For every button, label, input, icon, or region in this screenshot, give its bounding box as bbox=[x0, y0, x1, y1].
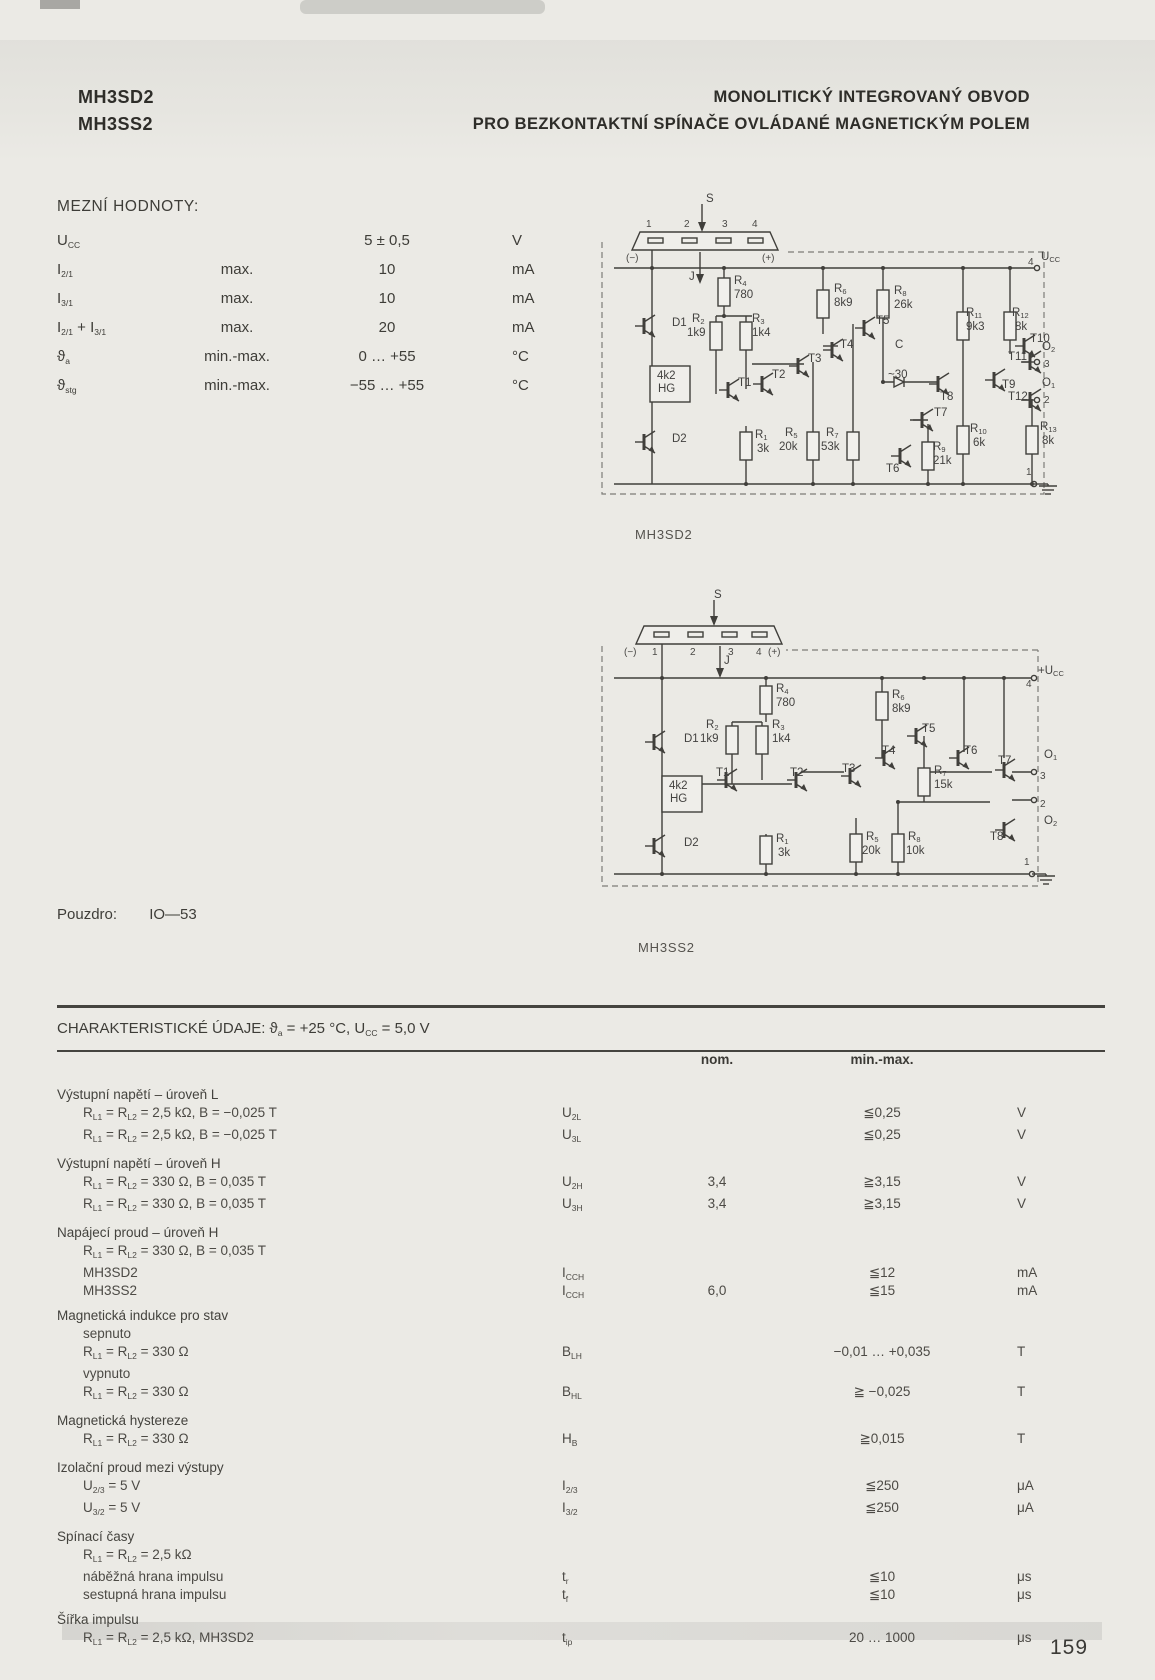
characteristics-row bbox=[57, 1173, 1105, 1195]
diode-d2-label: D2 bbox=[684, 837, 699, 849]
resistor-r8-value-label: 10k bbox=[906, 845, 925, 857]
sensor-input-s-label: S bbox=[706, 193, 714, 205]
parameter-description: $U_{2/3} = 5$ V bbox=[83, 1478, 141, 1495]
characteristics-group-row bbox=[57, 1611, 1105, 1629]
transistor-t3-label: T3 bbox=[842, 763, 856, 775]
limit-symbol: $I_{2/1} + I_{3/1}$ bbox=[57, 319, 107, 337]
transistor-t11-label: T11 bbox=[1008, 351, 1027, 363]
supply-pin-4-label: 4 bbox=[1028, 257, 1034, 268]
resistor-r9-label: $R_9$ bbox=[933, 441, 946, 454]
parameter-unit: mA bbox=[1017, 1265, 1038, 1280]
parameter-symbol: $U_{3L}$ bbox=[562, 1127, 582, 1144]
parameter-symbol: $t_f$ bbox=[562, 1587, 569, 1604]
diode-d2-label: D2 bbox=[672, 433, 687, 445]
capacitor-c-label: C bbox=[895, 339, 904, 351]
parameter-minmax-value: −0,01 … +0,035 bbox=[833, 1344, 931, 1359]
output-o2-label: $O_2$ bbox=[1044, 815, 1058, 828]
resistor-r4-value-label: 780 bbox=[776, 697, 796, 709]
page-number: 159 bbox=[1050, 1636, 1089, 1659]
parameter-description: $R_{L1} = R_{L2} = 2,5$ kΩ, B = −0,025 T bbox=[83, 1105, 277, 1122]
pin-1-label: 1 bbox=[646, 219, 652, 230]
characteristics-table bbox=[57, 1086, 1105, 1651]
characteristics-column-headers bbox=[57, 1052, 1105, 1079]
output-pin-2-label: 2 bbox=[1040, 799, 1046, 810]
transistor-t2-label: T2 bbox=[790, 767, 804, 779]
package-note bbox=[57, 906, 197, 923]
parameter-minmax-value: 20 … 1000 bbox=[848, 1630, 916, 1645]
parameter-nom-value: 3,4 bbox=[707, 1196, 727, 1211]
parameter-description: Šířka impulsu bbox=[57, 1612, 139, 1627]
characteristics-title: CHARAKTERISTICKÉ ÚDAJE: $ϑ_a = +25$ °C, $U_{CC} = 5,0$ V bbox=[57, 1020, 430, 1038]
supply-ucc-label: $+U_{CC}$ bbox=[1038, 665, 1064, 678]
parameter-description: MH3SS2 bbox=[83, 1283, 138, 1298]
resistor-r9-value-label: 21k bbox=[933, 455, 952, 467]
parameter-unit: μs bbox=[1017, 1569, 1032, 1584]
characteristics-row bbox=[57, 1126, 1105, 1148]
characteristics-group-row bbox=[57, 1224, 1105, 1242]
part-number-1: MH3SD2 bbox=[78, 87, 155, 107]
resistor-r2-value-label: 1k9 bbox=[687, 327, 706, 339]
parameter-minmax-value: ≧3,15 bbox=[863, 1196, 901, 1211]
limit-symbol: $U_{CC}$ bbox=[57, 232, 81, 250]
resistor-r12-value-label: 8k bbox=[1015, 321, 1028, 333]
parameter-minmax-value: ≦0,25 bbox=[863, 1127, 901, 1142]
pin-4-label: 4 bbox=[756, 647, 762, 658]
characteristics-row bbox=[57, 1586, 1105, 1604]
limits-row bbox=[57, 377, 587, 406]
resistor-r8-label: $R_8$ bbox=[908, 831, 921, 844]
resistor-r1-value-label: 3k bbox=[778, 847, 791, 859]
transistor-t9-label: T9 bbox=[1002, 379, 1016, 391]
resistor-r5-label: $R_5$ bbox=[866, 831, 879, 844]
resistor-r4-label: $R_4$ bbox=[776, 683, 789, 696]
ground-pin-1-label: 1 bbox=[1024, 857, 1030, 868]
parameter-description: Spínací časy bbox=[57, 1529, 135, 1544]
limit-value: −55 … +55 bbox=[349, 377, 425, 394]
characteristics-row bbox=[57, 1383, 1105, 1405]
hall-generator-name-label: HG bbox=[670, 793, 688, 805]
polarity-minus-label: (−) bbox=[626, 253, 639, 264]
parameter-symbol: $I_{3/2}$ bbox=[562, 1500, 578, 1517]
parameter-minmax-value: ≦0,25 bbox=[863, 1105, 901, 1120]
parameter-minmax-value: ≧3,15 bbox=[863, 1174, 901, 1189]
characteristics-group-row bbox=[57, 1086, 1105, 1104]
parameter-description: MH3SD2 bbox=[83, 1265, 138, 1280]
limit-condition: max. bbox=[220, 290, 254, 307]
capacitor-c-value-label: ~30 bbox=[888, 369, 908, 381]
limit-condition: min.-max. bbox=[204, 348, 270, 365]
characteristics-row bbox=[57, 1477, 1105, 1499]
output-pin-2-label: 2 bbox=[1044, 395, 1050, 406]
parameter-minmax-value: ≦250 bbox=[865, 1500, 899, 1515]
resistor-r2-value-label: 1k9 bbox=[700, 733, 719, 745]
parameter-symbol: $B_{LH}$ bbox=[562, 1344, 582, 1361]
characteristics-row bbox=[57, 1365, 1105, 1383]
column-header-minmax: min.-max. bbox=[850, 1052, 914, 1067]
output-o2-label: $O_2$ bbox=[1042, 341, 1056, 354]
characteristics-row bbox=[57, 1343, 1105, 1365]
transistor-t8-label: T8 bbox=[990, 831, 1004, 843]
transistor-t10-label: T10 bbox=[1030, 333, 1050, 345]
resistor-r2-label: $R_2$ bbox=[692, 313, 705, 326]
parameter-description: sepnuto bbox=[83, 1326, 132, 1341]
characteristics-row bbox=[57, 1629, 1105, 1651]
parameter-symbol: $U_{3H}$ bbox=[562, 1196, 583, 1213]
parameter-description: $R_{L1} = R_{L2} = 330$ Ω bbox=[83, 1344, 189, 1361]
hall-generator-name-label: HG bbox=[658, 383, 676, 395]
transistor-t6-label: T6 bbox=[886, 463, 900, 475]
parameter-symbol: $I_{CCH}$ bbox=[562, 1265, 585, 1282]
parameter-description: $R_{L1} = R_{L2} = 330$ Ω, B = 0,035 T bbox=[83, 1243, 267, 1260]
resistor-r5-value-label: 20k bbox=[779, 441, 798, 453]
parameter-description: $R_{L1} = R_{L2} = 2,5$ kΩ bbox=[83, 1547, 192, 1564]
characteristics-row bbox=[57, 1546, 1105, 1568]
resistor-r13-value-label: 8k bbox=[1042, 435, 1055, 447]
transistor-t4-label: T4 bbox=[882, 745, 896, 757]
resistor-r6-value-label: 8k9 bbox=[834, 297, 853, 309]
characteristics-group-row bbox=[57, 1459, 1105, 1477]
characteristics-row bbox=[57, 1242, 1105, 1264]
polarity-plus-label: (+) bbox=[762, 253, 775, 264]
limit-value: 10 bbox=[378, 290, 396, 307]
parameter-description: Napájecí proud – úroveň H bbox=[57, 1225, 219, 1240]
parameter-minmax-value: ≦10 bbox=[868, 1569, 896, 1584]
polarity-minus-label: (−) bbox=[624, 647, 637, 658]
characteristics-group-row bbox=[57, 1155, 1105, 1173]
parameter-unit: μA bbox=[1017, 1478, 1034, 1493]
transistor-t5-label: T5 bbox=[876, 315, 890, 327]
pin-4-label: 4 bbox=[752, 219, 758, 230]
limits-row bbox=[57, 261, 587, 290]
title-line-2: PRO BEZKONTAKTNÍ SPÍNAČE OVLÁDANÉ MAGNETICKÝM POLEM bbox=[472, 115, 1030, 133]
parameter-description: $U_{3/2} = 5$ V bbox=[83, 1500, 141, 1517]
parameter-description: Magnetická hystereze bbox=[57, 1413, 189, 1428]
parameter-minmax-value: ≦10 bbox=[868, 1587, 896, 1602]
limit-symbol: $I_{2/1}$ bbox=[57, 261, 73, 279]
limits-row bbox=[57, 290, 587, 319]
parameter-description: $R_{L1} = R_{L2} = 2,5$ kΩ, B = −0,025 T bbox=[83, 1127, 277, 1144]
resistor-r1-label: $R_1$ bbox=[755, 429, 768, 442]
limit-value: 0 … +55 bbox=[358, 348, 416, 365]
polarity-plus-label: (+) bbox=[768, 647, 781, 658]
part-numbers bbox=[78, 84, 154, 138]
parameter-description: vypnuto bbox=[83, 1366, 131, 1381]
limit-unit: mA bbox=[512, 261, 535, 278]
characteristics-group-row bbox=[57, 1528, 1105, 1546]
resistor-r13-label: $R_{13}$ bbox=[1040, 421, 1057, 434]
resistor-r10-label: $R_{10}$ bbox=[970, 423, 987, 436]
limits-title: MEZNÍ HODNOTY: bbox=[57, 198, 199, 215]
parameter-unit: μs bbox=[1017, 1630, 1032, 1645]
transistor-t6-label: T6 bbox=[964, 745, 978, 757]
resistor-r3-label: $R_3$ bbox=[772, 719, 785, 732]
parameter-unit: μs bbox=[1017, 1587, 1032, 1602]
resistor-r2-label: $R_2$ bbox=[706, 719, 719, 732]
limit-value: 10 bbox=[378, 261, 396, 278]
pin-2-label: 2 bbox=[690, 647, 696, 658]
schematic-caption-mh3sd2: MH3SD2 bbox=[635, 527, 693, 542]
parameter-minmax-value: ≦15 bbox=[868, 1283, 896, 1298]
transistor-t2-label: T2 bbox=[772, 369, 786, 381]
characteristics-row bbox=[57, 1104, 1105, 1126]
characteristics-group-row bbox=[57, 1412, 1105, 1430]
column-header-nom: nom. bbox=[700, 1052, 734, 1067]
parameter-description: $R_{L1} = R_{L2} = 330$ Ω bbox=[83, 1384, 189, 1401]
resistor-r6-label: $R_6$ bbox=[892, 689, 905, 702]
pin-3-label: 3 bbox=[722, 219, 728, 230]
resistor-r4-label: $R_4$ bbox=[734, 275, 747, 288]
resistor-r6-value-label: 8k9 bbox=[892, 703, 911, 715]
transistor-t12-label: T12 bbox=[1008, 391, 1028, 403]
parameter-unit: V bbox=[1017, 1127, 1027, 1142]
sensor-input-s-label: S bbox=[714, 589, 722, 601]
limit-unit: mA bbox=[512, 319, 535, 336]
pin-3-label: 3 bbox=[728, 647, 734, 658]
resistor-r1-label: $R_1$ bbox=[776, 833, 789, 846]
package-note-label: Pouzdro: bbox=[57, 906, 118, 923]
characteristics-row bbox=[57, 1282, 1105, 1300]
characteristics-group-row bbox=[57, 1307, 1105, 1325]
resistor-r1-value-label: 3k bbox=[757, 443, 770, 455]
parameter-unit: mA bbox=[1017, 1283, 1038, 1298]
resistor-r7-value-label: 53k bbox=[821, 441, 840, 453]
resistor-r7-value-label: 15k bbox=[934, 779, 953, 791]
parameter-nom-value: 6,0 bbox=[707, 1283, 727, 1298]
transistor-t1-label: T1 bbox=[716, 767, 730, 779]
limit-condition: max. bbox=[220, 261, 254, 278]
characteristics-row bbox=[57, 1568, 1105, 1586]
schematic-mh3sd2-drawing bbox=[592, 194, 1066, 512]
parameter-unit: T bbox=[1017, 1384, 1026, 1399]
parameter-symbol: $U_{2L}$ bbox=[562, 1105, 582, 1122]
resistor-r12-label: $R_{12}$ bbox=[1012, 307, 1029, 320]
parameter-symbol: $U_{2H}$ bbox=[562, 1174, 583, 1191]
resistor-r3-value-label: 1k4 bbox=[772, 733, 791, 745]
parameter-minmax-value: ≧0,015 bbox=[859, 1431, 905, 1446]
pin-1-label: 1 bbox=[652, 647, 658, 658]
parameter-symbol: $B_{HL}$ bbox=[562, 1384, 582, 1401]
document-title bbox=[330, 84, 1030, 138]
characteristics-row bbox=[57, 1499, 1105, 1521]
parameter-unit: T bbox=[1017, 1344, 1026, 1359]
resistor-r7-label: $R_7$ bbox=[934, 765, 947, 778]
characteristics-row bbox=[57, 1195, 1105, 1217]
supply-pin-4-label: 4 bbox=[1026, 679, 1032, 690]
divider-rule bbox=[57, 1005, 1105, 1008]
resistor-r8-value-label: 26k bbox=[894, 299, 913, 311]
limit-unit: °C bbox=[512, 377, 529, 394]
part-number-2: MH3SS2 bbox=[78, 114, 154, 134]
limits-row bbox=[57, 348, 587, 377]
resistor-r4-value-label: 780 bbox=[734, 289, 754, 301]
pin-2-label: 2 bbox=[684, 219, 690, 230]
parameter-minmax-value: ≦12 bbox=[868, 1265, 896, 1280]
transistor-t8-label: T8 bbox=[940, 391, 954, 403]
output-pin-3-label: 3 bbox=[1044, 359, 1050, 370]
schematic-mh3ss2 bbox=[592, 588, 1066, 906]
resistor-r3-label: $R_3$ bbox=[752, 313, 765, 326]
transistor-t4-label: T4 bbox=[840, 339, 854, 351]
limits-table bbox=[57, 232, 587, 406]
parameter-unit: V bbox=[1017, 1105, 1027, 1120]
output-pin-3-label: 3 bbox=[1040, 771, 1046, 782]
hall-generator-value-label: 4k2 bbox=[669, 780, 688, 792]
limit-values-section bbox=[57, 198, 587, 406]
resistor-r5-value-label: 20k bbox=[862, 845, 881, 857]
limit-unit: V bbox=[512, 232, 523, 249]
parameter-description: $R_{L1} = R_{L2} = 330$ Ω bbox=[83, 1431, 189, 1448]
limits-row bbox=[57, 232, 587, 261]
limit-value: 20 bbox=[378, 319, 396, 336]
schematic-mh3ss2-drawing bbox=[592, 588, 1066, 906]
diode-d1-label: D1 bbox=[684, 733, 699, 745]
limit-symbol: $ϑ_a$ bbox=[57, 348, 70, 366]
package-note-value: IO—53 bbox=[149, 906, 197, 923]
parameter-description: $R_{L1} = R_{L2} = 330$ Ω, B = 0,035 T bbox=[83, 1196, 267, 1213]
limit-unit: °C bbox=[512, 348, 529, 365]
parameter-description: $R_{L1} = R_{L2} = 2,5$ kΩ, MH3SD2 bbox=[83, 1630, 254, 1647]
transistor-t7-label: T7 bbox=[934, 407, 948, 419]
parameter-unit: V bbox=[1017, 1196, 1027, 1211]
title-line-1: MONOLITICKÝ INTEGROVANÝ OBVOD bbox=[713, 88, 1030, 106]
resistor-r11-label: $R_{11}$ bbox=[966, 307, 983, 320]
resistor-r3-value-label: 1k4 bbox=[752, 327, 771, 339]
node-j-label: J bbox=[689, 271, 695, 283]
output-o1-label: $O_1$ bbox=[1044, 749, 1058, 762]
resistor-r10-value-label: 6k bbox=[973, 437, 986, 449]
parameter-description: náběžná hrana impulsu bbox=[83, 1569, 224, 1584]
parameter-unit: T bbox=[1017, 1431, 1026, 1446]
ground-pin-1-label: 1 bbox=[1026, 467, 1032, 478]
resistor-r11-value-label: 9k3 bbox=[966, 321, 985, 333]
limit-unit: mA bbox=[512, 290, 535, 307]
characteristics-row bbox=[57, 1430, 1105, 1452]
transistor-t1-label: T1 bbox=[738, 377, 752, 389]
transistor-t3-label: T3 bbox=[808, 353, 822, 365]
characteristics-row bbox=[57, 1325, 1105, 1343]
parameter-symbol: $t_{ip}$ bbox=[562, 1630, 573, 1647]
parameter-description: $R_{L1} = R_{L2} = 330$ Ω, B = 0,035 T bbox=[83, 1174, 267, 1191]
resistor-r6-label: $R_6$ bbox=[834, 283, 847, 296]
parameter-description: sestupná hrana impulsu bbox=[83, 1587, 227, 1602]
supply-ucc-label: $U_{CC}$ bbox=[1041, 251, 1061, 264]
parameter-description: Magnetická indukce pro stav bbox=[57, 1308, 229, 1323]
parameter-symbol: $t_r$ bbox=[562, 1569, 569, 1586]
parameter-minmax-value: ≦250 bbox=[865, 1478, 899, 1493]
node-j-label: J bbox=[724, 655, 730, 667]
parameter-nom-value: 3,4 bbox=[707, 1174, 727, 1189]
schematic-caption-mh3ss2: MH3SS2 bbox=[638, 940, 695, 955]
scan-smudge bbox=[40, 0, 80, 9]
output-o1-label: $O_1$ bbox=[1042, 377, 1056, 390]
hall-generator-value-label: 4k2 bbox=[657, 370, 676, 382]
parameter-description: Izolační proud mezi výstupy bbox=[57, 1460, 224, 1475]
characteristics-row bbox=[57, 1264, 1105, 1282]
characteristics-section bbox=[57, 1005, 1105, 1651]
limits-row bbox=[57, 319, 587, 348]
resistor-r5-label: $R_5$ bbox=[785, 427, 798, 440]
limit-symbol: $I_{3/1}$ bbox=[57, 290, 73, 308]
schematic-mh3sd2 bbox=[592, 194, 1066, 512]
parameter-unit: μA bbox=[1017, 1500, 1034, 1515]
transistor-t7-label: T7 bbox=[998, 755, 1012, 767]
diode-d1-label: D1 bbox=[672, 317, 687, 329]
limit-condition: min.-max. bbox=[204, 377, 270, 394]
parameter-symbol: $I_{CCH}$ bbox=[562, 1283, 585, 1300]
parameter-description: Výstupní napětí – úroveň H bbox=[57, 1156, 221, 1171]
resistor-r8-label: $R_8$ bbox=[894, 285, 907, 298]
parameter-unit: V bbox=[1017, 1174, 1027, 1189]
parameter-minmax-value: ≧ −0,025 bbox=[853, 1384, 911, 1399]
limit-value: 5 ± 0,5 bbox=[364, 232, 410, 249]
parameter-symbol: $H_B$ bbox=[562, 1431, 578, 1448]
scan-smudge bbox=[300, 0, 545, 14]
limit-condition: max. bbox=[220, 319, 254, 336]
transistor-t5-label: T5 bbox=[922, 723, 936, 735]
parameter-description: Výstupní napětí – úroveň L bbox=[57, 1087, 219, 1102]
resistor-r7-label: $R_7$ bbox=[826, 427, 839, 440]
limit-symbol: $ϑ_{stg}$ bbox=[57, 377, 77, 395]
parameter-symbol: $I_{2/3}$ bbox=[562, 1478, 578, 1495]
